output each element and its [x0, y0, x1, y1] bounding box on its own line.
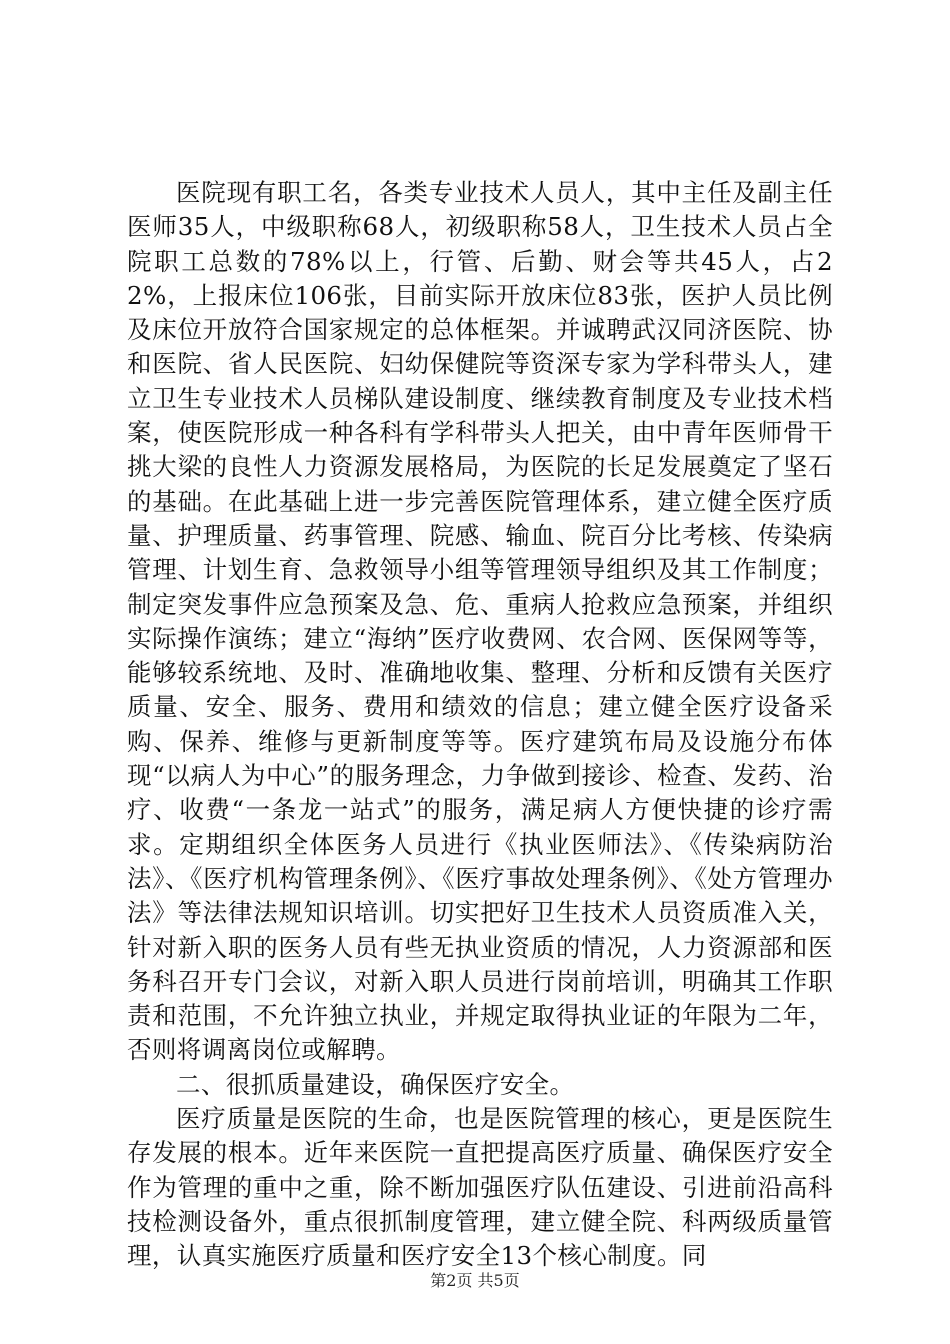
document-body: [127, 176, 833, 1274]
page-number: 第2页 共5页: [430, 1271, 520, 1290]
paragraph-quality: 医疗质量是医院的生命，也是医院管理的核心，更是医院生存发展的根本。近年来医院一直把提高医疗质量、确保医疗安全作为管理的重中之重，除不断加强医疗队伍建设、引进前沿高科技检测设备外，重点很抓制度管理，建立健全院、科两级质量管理，认真实施医疗质量和医疗安全13个核心制度。同: [127, 1104, 833, 1271]
section-heading-quality: 二、很抓质量建设，确保医疗安全。: [176, 1069, 575, 1099]
paragraph-staffing: 医院现有职工名，各类专业技术人员人，其中主任及副主任医师35人，中级职称68人，初级职称58人，卫生技术人员占全院职工总数的78%以上，行管、后勤、财会等共45人，占22%，上报床位106张，目前实际开放床位83张，医护人员比例及床位开放符合国家规定的总体框架。并诚聘武汉同济医院、协和医院、省人民医院、妇幼保健院等资深专家为学科带头人，建立卫生专业技术人员梯队建设制度、继续教育制度及专业技术档案，使医院形成一种各科有学科带头人把关，由中青年医师骨干挑大梁的良性人力资源发展格局，为医院的长足发展奠定了坚石的基础。在此基础上进一步完善医院管理体系，建立健全医疗质量、护理质量、药事管理、院感、输血、院百分比考核、传染病管理、计划生育、急救领导小组等管理领导组织及其工作制度；制定突发事件应急预案及急、危、重病人抢救应急预案，并组织实际操作演练；建立“海纳”医疗收费网、农合网、医保网等等，能够较系统地、及时、准确地收集、整理、分析和反馈有关医疗质量、安全、服务、费用和绩效的信息；建立健全医疗设备采购、保养、维修与更新制度等等。医疗建筑布局及设施分布体现“以病人为中心”的服务理念，力争做到接诊、检查、发药、治疗、收费“一条龙一站式”的服务，满足病人方便快捷的诊疗需求。定期组织全体医务人员进行《执业医师法》、《传染病防治法》、《医疗机构管理条例》、《医疗事故处理条例》、《处方管理办法》等法律法规知识培训。切实把好卫生技术人员资质准入关，针对新入职的医务人员有些无执业资质的情况，人力资源部和医务科召开专门会议，对新入职人员进行岗前培训，明确其工作职责和范围，不允许独立执业，并规定取得执业证的年限为二年，否则将调离岗位或解聘。: [127, 178, 833, 1065]
